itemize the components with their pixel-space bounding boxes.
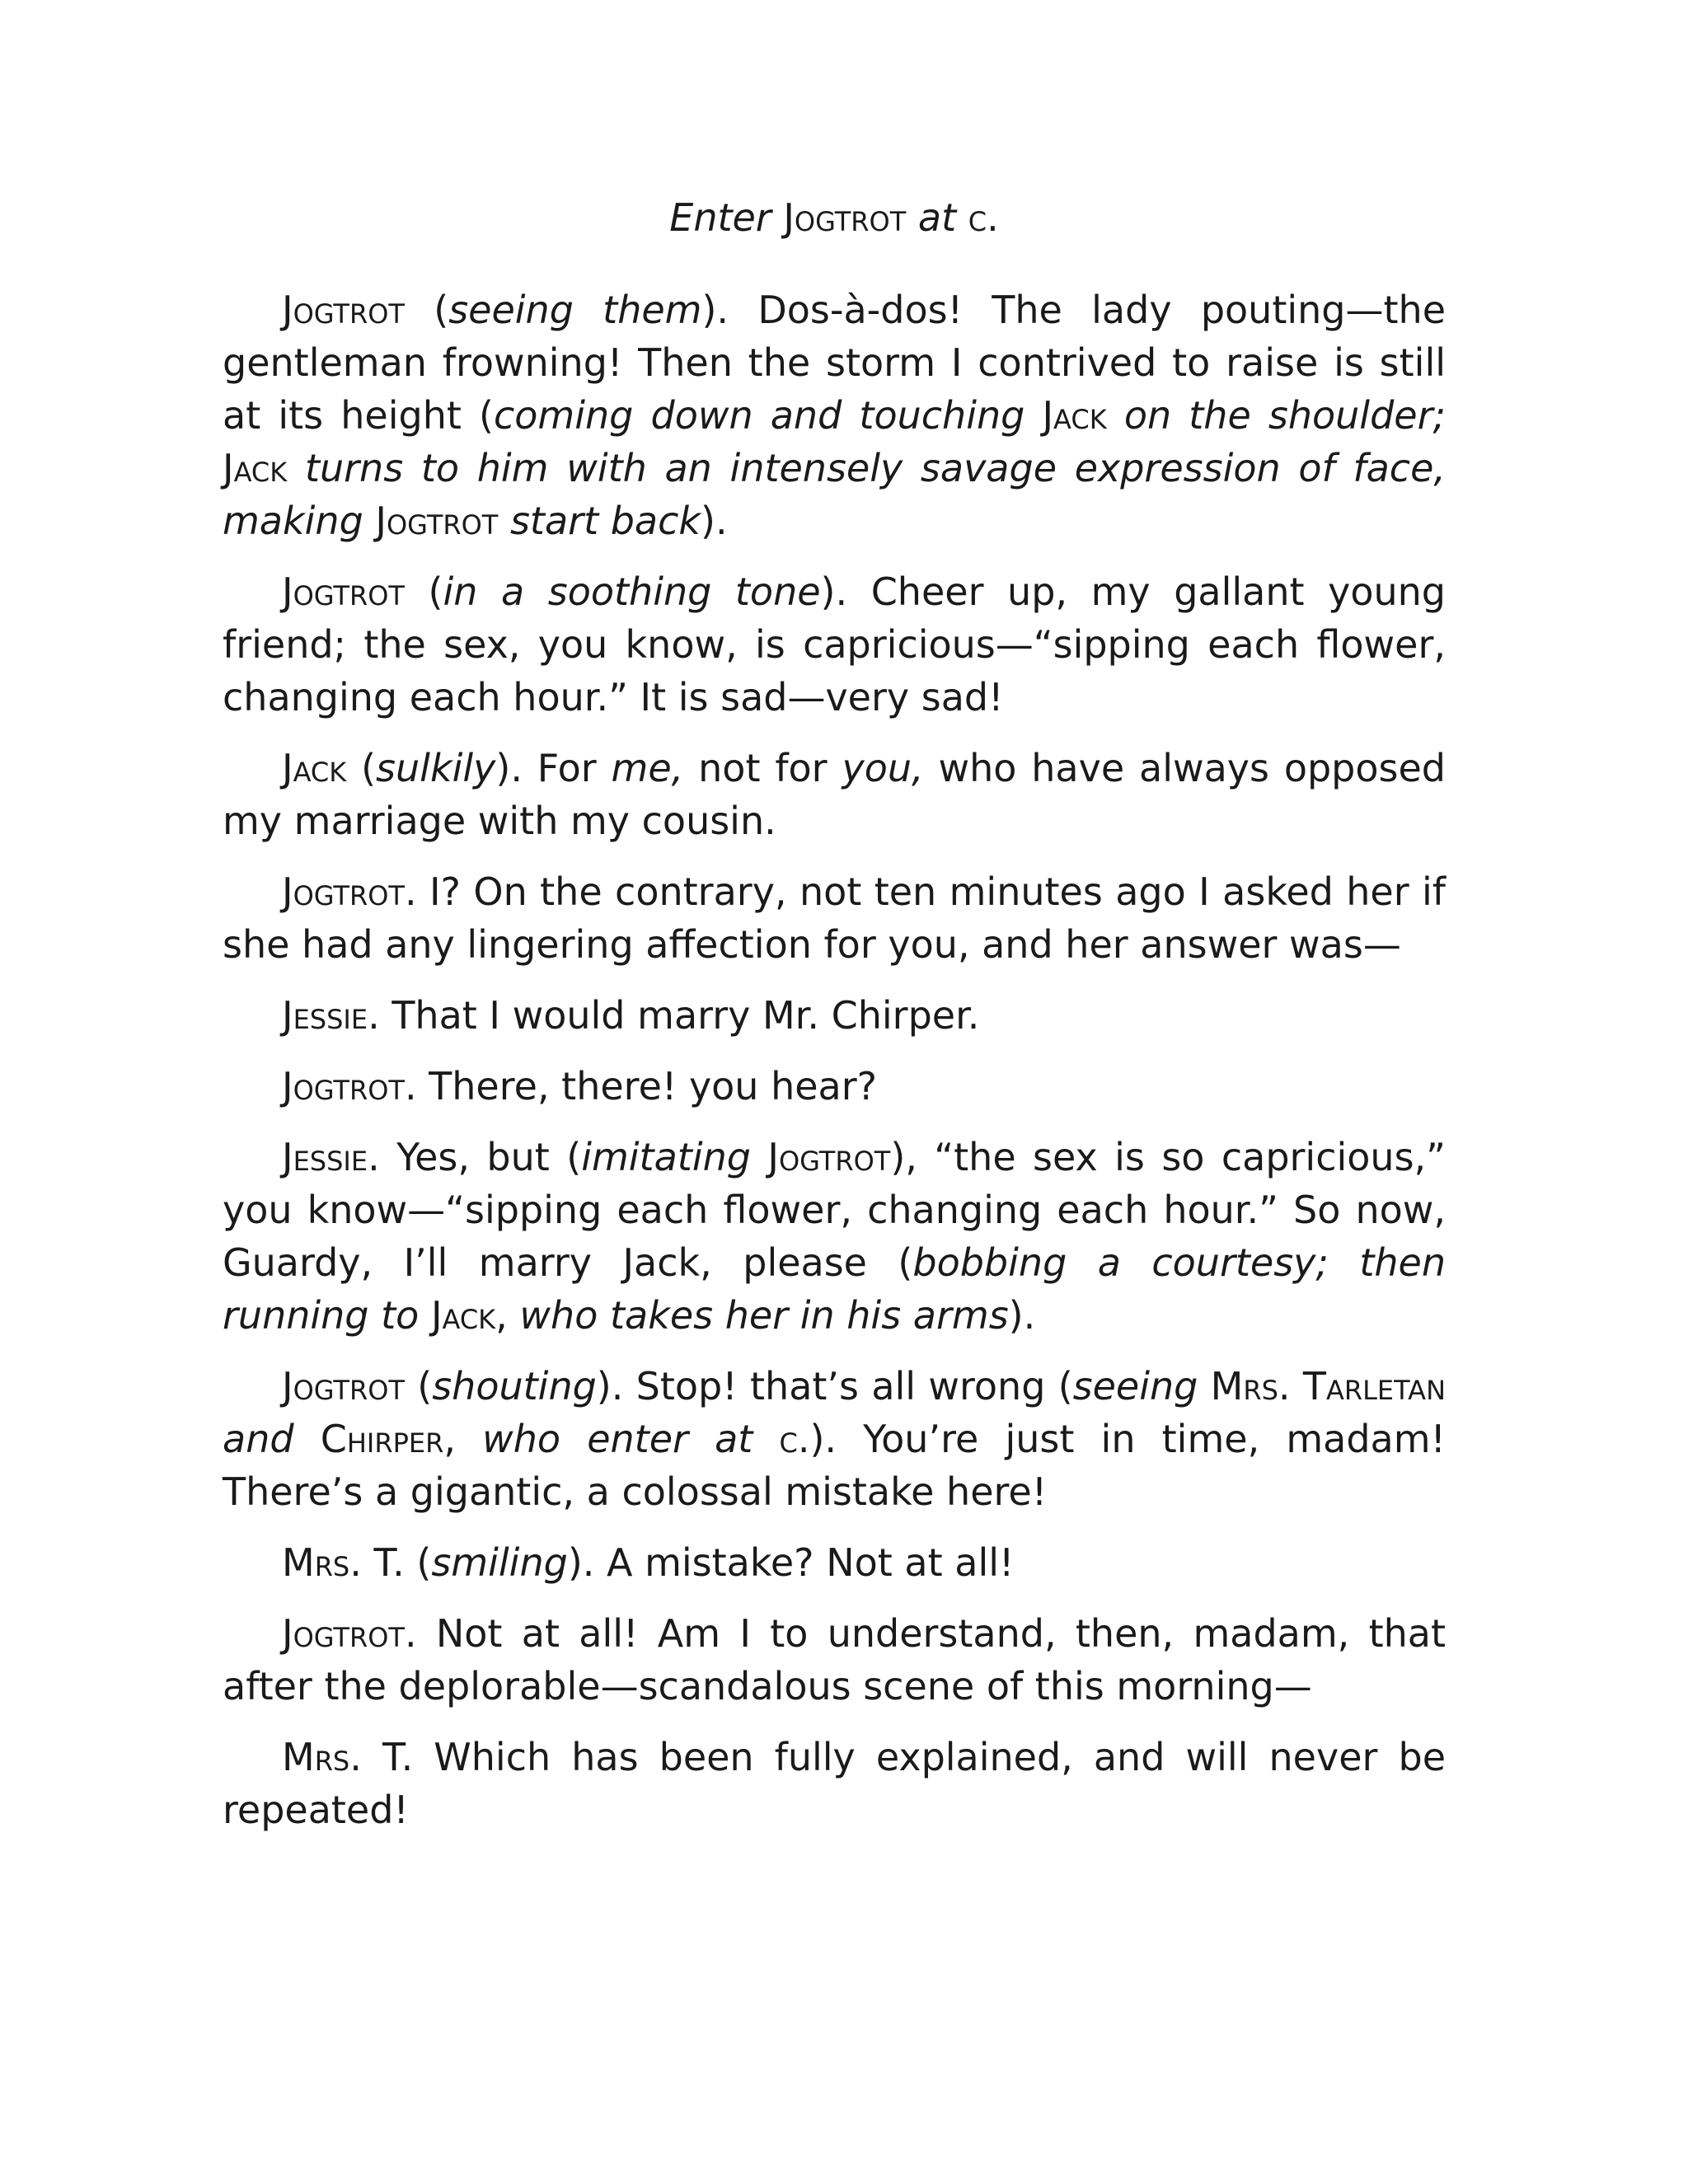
character-name: Mrs. Tarletan bbox=[1210, 1364, 1446, 1408]
character-name: Chirper bbox=[320, 1417, 444, 1461]
stage-direction-text: on the shoulder; bbox=[1106, 393, 1446, 438]
character-name: Jessie bbox=[282, 993, 368, 1038]
character-name: Jogtrot bbox=[282, 1611, 405, 1656]
dialogue-text: ( bbox=[404, 1364, 433, 1408]
dialogue-text: . Yes, but ( bbox=[368, 1135, 582, 1179]
play-page bbox=[223, 191, 1446, 1854]
speech-paragraph bbox=[223, 1536, 1446, 1589]
character-name: Jack bbox=[1042, 393, 1107, 438]
stage-direction-text: coming down and touching bbox=[493, 393, 1043, 438]
speech-paragraph bbox=[223, 565, 1446, 724]
character-name: Jessie bbox=[282, 1135, 368, 1179]
character-name: Jogtrot bbox=[282, 569, 405, 614]
dialogue-text: ). bbox=[1008, 1293, 1036, 1338]
stage-direction-text: you, bbox=[842, 746, 924, 790]
dialogue-text: ). For bbox=[495, 746, 612, 790]
dialogue-text: ( bbox=[404, 288, 449, 332]
dialogue-text: ). bbox=[701, 499, 728, 543]
stage-direction-enter: Enter bbox=[669, 195, 771, 240]
stage-direction-character: Jogtrot bbox=[783, 195, 907, 240]
dialogue-text: ( bbox=[404, 569, 443, 614]
dialogue-text: . T. ( bbox=[349, 1540, 432, 1585]
stage-direction-text: who enter at bbox=[482, 1417, 780, 1461]
dialogue-text: . That I would marry Mr. Chirper. bbox=[368, 993, 980, 1038]
stage-direction-text: shouting bbox=[432, 1364, 597, 1408]
speech-paragraph bbox=[223, 865, 1446, 971]
stage-direction-text: seeing them bbox=[448, 288, 702, 332]
speech-paragraph bbox=[223, 284, 1446, 547]
character-name: Jogtrot bbox=[767, 1135, 891, 1179]
stage-direction-text: sulkily bbox=[376, 746, 496, 790]
dialogue bbox=[223, 284, 1446, 1836]
speech-paragraph bbox=[223, 1360, 1446, 1518]
character-name: Mrs bbox=[282, 1540, 350, 1585]
character-name: Jogtrot bbox=[282, 288, 405, 332]
stage-direction-text: bobbing a courtesy; then running to bbox=[223, 1240, 1446, 1338]
stage-direction-text: me, bbox=[611, 746, 684, 790]
dialogue-text: ( bbox=[346, 746, 377, 790]
dialogue-text: ). A mistake? Not at all! bbox=[567, 1540, 1015, 1585]
dialogue-text: , bbox=[495, 1293, 520, 1338]
character-name: Jogtrot bbox=[282, 869, 405, 914]
stage-direction-text: seeing bbox=[1072, 1364, 1211, 1408]
dialogue-text: not for bbox=[683, 746, 842, 790]
speech-paragraph bbox=[223, 1060, 1446, 1113]
character-name: c. bbox=[779, 1417, 810, 1461]
character-name: Mrs bbox=[282, 1735, 350, 1779]
speech-paragraph bbox=[223, 989, 1446, 1042]
dialogue-text: ). Stop! that’s all wrong ( bbox=[596, 1364, 1073, 1408]
character-name: Jogtrot bbox=[282, 1064, 405, 1108]
stage-direction-text: who takes her in his arms bbox=[519, 1293, 1009, 1338]
speech-paragraph bbox=[223, 742, 1446, 847]
dialogue-text: ). You’re just in time, madam! There’s a gigantic, a colossal mistake here! bbox=[223, 1417, 1446, 1514]
stage-direction bbox=[223, 191, 1446, 244]
dialogue-text: ), “the sex is so capricious,” you know—“sipping each flower, changing each hour.” So now, Guardy, I’ll marry Jack, please ( bbox=[223, 1135, 1447, 1285]
stage-direction-text: in a soothing tone bbox=[443, 569, 821, 614]
stage-direction-text: and bbox=[223, 1417, 321, 1461]
character-name: Jack bbox=[282, 746, 347, 790]
dialogue-text: . I? On the contrary, not ten minutes ago I asked her if she had any lingering affection for you, and her answer was— bbox=[223, 869, 1446, 967]
stage-direction-text: turns to him with an intensely savage expression of face, making bbox=[223, 446, 1446, 543]
dialogue-text: . There, there! you hear? bbox=[404, 1064, 878, 1108]
dialogue-text: . T. Which has been fully explained, and will never be repeated! bbox=[223, 1735, 1446, 1832]
stage-direction-place: c. bbox=[968, 195, 999, 240]
dialogue-text: , bbox=[443, 1417, 483, 1461]
dialogue-text: ). Cheer up, my gallant young friend; the sex, you know, is capricious—“sipping each flower, changing each hour.” It is sad—very sad! bbox=[223, 569, 1446, 719]
speech-paragraph bbox=[223, 1607, 1446, 1713]
speech-paragraph bbox=[223, 1731, 1446, 1836]
dialogue-text: who have always opposed my marriage with my cousin. bbox=[223, 746, 1446, 843]
character-name: Jogtrot bbox=[375, 499, 499, 543]
stage-direction-text: imitating bbox=[581, 1135, 768, 1179]
character-name: Jogtrot bbox=[282, 1364, 405, 1408]
stage-direction-text: smiling bbox=[431, 1540, 568, 1585]
stage-direction-text: start back bbox=[498, 499, 701, 543]
character-name: Jack bbox=[223, 446, 288, 490]
character-name: Jack bbox=[430, 1293, 496, 1338]
stage-direction-at: at bbox=[917, 195, 957, 240]
dialogue-text: . Not at all! Am I to understand, then, madam, that after the deplorable—scandalous scene of this morning— bbox=[223, 1611, 1446, 1708]
dialogue-text: ). Dos-à-dos! The lady pouting—the gentleman frowning! Then the storm I contrived to raise is still at its height ( bbox=[223, 288, 1446, 438]
speech-paragraph bbox=[223, 1131, 1446, 1342]
